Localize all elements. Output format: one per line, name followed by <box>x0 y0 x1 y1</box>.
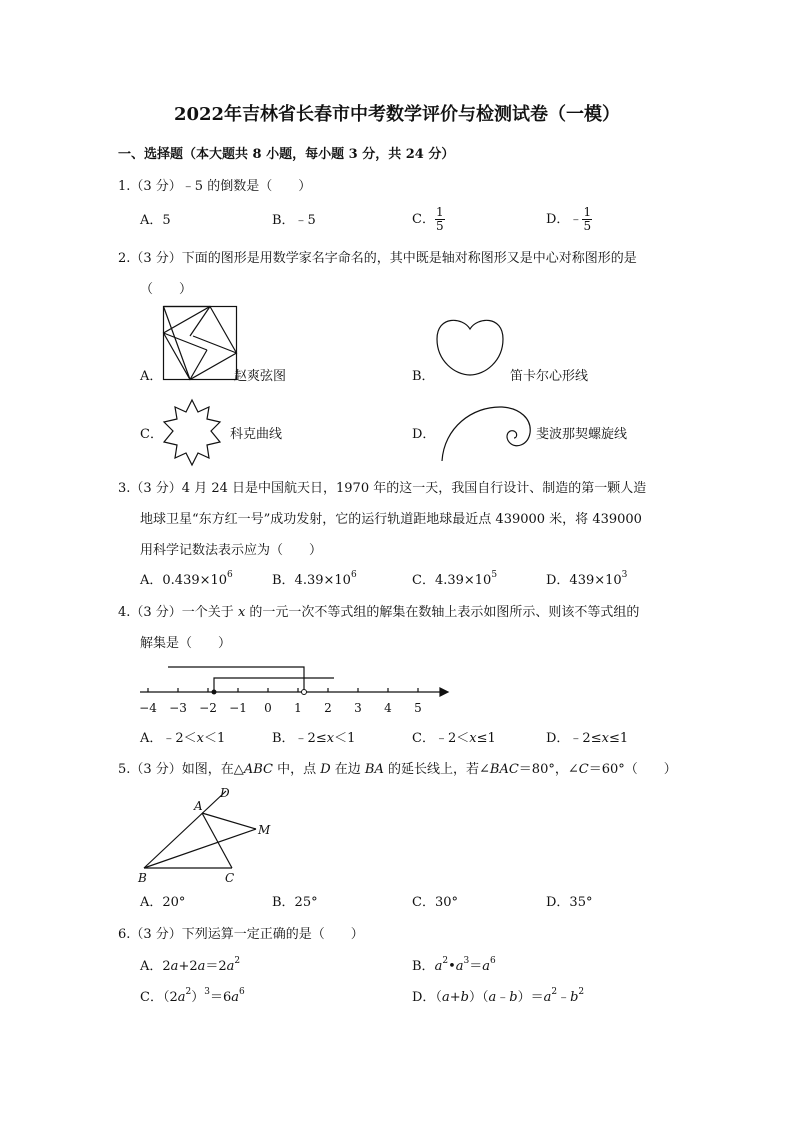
fraction-denominator: 5 <box>583 219 592 234</box>
q4-a-text: A．﹣2＜ <box>140 731 197 746</box>
q6-option-a[interactable] <box>140 956 241 974</box>
tick-label: −2 <box>199 701 217 715</box>
t: ＝2 <box>205 959 227 974</box>
q3-b-exponent: 6 <box>350 570 357 580</box>
number-line <box>140 660 450 722</box>
t: ﹣ <box>496 990 510 1005</box>
q2-option-b-name: 笛卡尔心形线 <box>510 369 589 384</box>
q5-abc: ABC <box>243 762 273 777</box>
q4-b-text2: ＜1 <box>334 731 356 746</box>
t: ） <box>191 990 205 1005</box>
v: a <box>488 990 497 1005</box>
v: a <box>231 990 240 1005</box>
q4-stem-line2: 解集是（ ） <box>140 636 232 651</box>
exp: 6 <box>490 956 496 966</box>
fraction-numerator: 1 <box>435 205 444 219</box>
q5-option-a[interactable]: A．20° <box>140 895 186 910</box>
exp: 2 <box>185 987 192 997</box>
tick-label: −3 <box>169 701 187 715</box>
q2-option-b[interactable]: B． <box>412 369 435 384</box>
q4-d-var: x <box>601 731 609 746</box>
q6-option-d[interactable] <box>412 987 585 1005</box>
v: a <box>177 990 186 1005</box>
t: A．2 <box>140 959 171 974</box>
closed-point <box>212 690 217 695</box>
q6-option-c[interactable] <box>140 987 245 1005</box>
q2-stem: 2.（3 分）下面的图形是用数学家名字命名的，其中既是轴对称图形又是中心对称图形的是 <box>118 251 637 266</box>
v: a <box>543 990 552 1005</box>
q4-text-b: 的一元一次不等式组的解集在数轴上表示如图所示、则该不等式组的 <box>245 605 640 620</box>
section-heading: 一、选择题（本大题共 8 小题，每小题 3 分，共 24 分） <box>118 147 455 162</box>
exp: 2 <box>578 987 585 997</box>
q5-t1: 5.（3 分）如图，在△ <box>118 762 244 777</box>
q1-option-d[interactable] <box>546 206 592 233</box>
v: a <box>482 959 491 974</box>
q2-option-d[interactable]: D． <box>412 427 436 442</box>
tick-label: 5 <box>414 701 422 715</box>
q5-t5: ＝80°，∠ <box>518 762 579 777</box>
q4-stem-line1 <box>118 606 639 619</box>
q3-d-text: D．439×10 <box>546 573 622 588</box>
q2-option-c[interactable]: C． <box>140 427 163 442</box>
label-b: B <box>138 871 147 885</box>
v: a <box>197 959 206 974</box>
exp: 2 <box>234 956 241 966</box>
fibonacci-spiral-diagram <box>440 403 532 463</box>
v: b <box>570 990 579 1005</box>
fraction-denominator: 5 <box>435 219 444 234</box>
q5-d: D <box>320 762 331 777</box>
v: b <box>460 990 469 1005</box>
t: + <box>449 990 461 1005</box>
page-title: 2022年吉林省长春市中考数学评价与检测试卷（一模） <box>173 104 621 125</box>
q4-option-a[interactable] <box>140 732 225 745</box>
q3-c-text: C．4.39×10 <box>412 573 492 588</box>
q5-option-c[interactable]: C．30° <box>412 895 458 910</box>
q6-option-b[interactable] <box>412 956 496 974</box>
q4-d-text: D．﹣2≤ <box>546 731 602 746</box>
q4-c-text: C．﹣2＜ <box>412 731 470 746</box>
tick-label: −4 <box>139 701 157 715</box>
q3-option-a[interactable] <box>140 570 233 588</box>
t: ＝ <box>469 959 483 974</box>
q4-b-var: x <box>326 731 335 746</box>
t: D．（ <box>412 990 442 1005</box>
v: a <box>434 959 443 974</box>
q5-option-d[interactable]: D．35° <box>546 895 593 910</box>
q4-option-b[interactable] <box>272 732 355 745</box>
open-point <box>302 690 307 695</box>
q1-option-c[interactable] <box>412 206 445 233</box>
q3-option-b[interactable] <box>272 570 357 588</box>
v: a <box>226 959 235 974</box>
q5-ba: BA <box>364 762 384 777</box>
q4-c-text2: ≤1 <box>476 731 496 746</box>
exp: 2 <box>551 987 558 997</box>
fraction-numerator: 1 <box>583 205 592 219</box>
t: ）（ <box>468 990 489 1005</box>
q5-option-b[interactable]: B．25° <box>272 895 318 910</box>
tick-label: 4 <box>384 701 392 715</box>
q5-c: C <box>578 762 589 777</box>
q4-a-text2: ＜1 <box>204 731 226 746</box>
q5-t2: 中，点 <box>272 762 321 777</box>
exp: 6 <box>239 987 245 997</box>
q3-a-exponent: 6 <box>227 570 233 580</box>
q5-t4: 的延长线上，若∠ <box>383 762 490 777</box>
q4-b-text: B．﹣2≤ <box>272 731 327 746</box>
q3-option-c[interactable] <box>412 570 498 588</box>
triangle-diagram <box>136 786 276 886</box>
q3-a-text: A．0.439×10 <box>140 573 228 588</box>
q3-stem-line3: 用科学记数法表示应为（ ） <box>140 543 323 558</box>
t: C．（2 <box>140 990 178 1005</box>
q5-t6: ＝60°（ ） <box>588 762 677 777</box>
q3-d-exponent: 3 <box>621 570 628 580</box>
zhao-shuang-diagram <box>163 306 237 380</box>
q1-stem: 1.（3 分）﹣5 的倒数是（ ） <box>118 179 312 194</box>
exp: 3 <box>463 956 470 966</box>
t: ）＝ <box>517 990 544 1005</box>
q6-stem: 6.（3 分）下列运算一定正确的是（ ） <box>118 927 364 942</box>
v: a <box>170 959 179 974</box>
t: +2 <box>178 959 198 974</box>
v: b <box>509 990 518 1005</box>
tick-label: 1 <box>294 701 302 715</box>
q1-option-c-label: C． <box>412 212 435 228</box>
q1-option-d-fraction <box>582 206 592 233</box>
q3-option-d[interactable] <box>546 570 628 588</box>
q5-t3: 在边 <box>330 762 365 777</box>
q3-stem-line2: 地球卫星“东方红一号”成功发射，它的运行轨道距地球最近点 439000 米，将 439000 <box>140 512 642 527</box>
q2-option-a[interactable]: A． <box>140 369 163 384</box>
tick-label: −1 <box>229 701 247 715</box>
q4-a-var: x <box>196 731 205 746</box>
q3-stem-line1: 3.（3 分）4 月 24 日是中国航天日，1970 年的这一天，我国自行设计、制造的第一颗人造 <box>118 481 647 496</box>
exp: 3 <box>204 987 210 997</box>
q2-option-d-name: 斐波那契螺旋线 <box>536 427 628 442</box>
exp: 2 <box>442 956 449 966</box>
t: • <box>448 959 456 974</box>
q5-bac: BAC <box>489 762 519 777</box>
q4-text-a: 4.（3 分）一个关于 <box>118 605 238 620</box>
label-m: M <box>258 823 271 837</box>
q1-option-a[interactable]: A．5 <box>140 213 171 228</box>
q2-option-a-name: 赵爽弦图 <box>234 369 287 384</box>
q5-stem <box>118 763 677 776</box>
q4-option-c[interactable] <box>412 732 496 745</box>
q3-b-text: B．4.39×10 <box>272 573 351 588</box>
q1-option-d-label: D．﹣ <box>546 212 583 228</box>
q4-d-text2: ≤1 <box>608 731 629 746</box>
cardioid-diagram <box>435 315 505 377</box>
q1-option-c-fraction <box>435 206 445 233</box>
tick-label: 3 <box>354 701 362 715</box>
v: a <box>441 990 450 1005</box>
koch-curve-diagram <box>157 398 227 468</box>
q4-variable: x <box>237 605 246 620</box>
t: ＝6 <box>209 990 232 1005</box>
q2-stem-bracket: （ ） <box>140 282 193 297</box>
q1-option-b[interactable]: B．﹣5 <box>272 213 316 228</box>
tick-label: 0 <box>264 701 272 715</box>
v: a <box>455 959 464 974</box>
t: B． <box>412 959 435 974</box>
label-d: D <box>220 786 230 800</box>
label-a: A <box>194 799 203 813</box>
t: ﹣ <box>557 990 571 1005</box>
q3-c-exponent: 5 <box>491 570 498 580</box>
q4-c-var: x <box>469 731 477 746</box>
q2-option-c-name: 科克曲线 <box>230 427 283 442</box>
q4-option-d[interactable] <box>546 732 628 745</box>
tick-label: 2 <box>324 701 332 715</box>
label-c: C <box>225 871 235 885</box>
